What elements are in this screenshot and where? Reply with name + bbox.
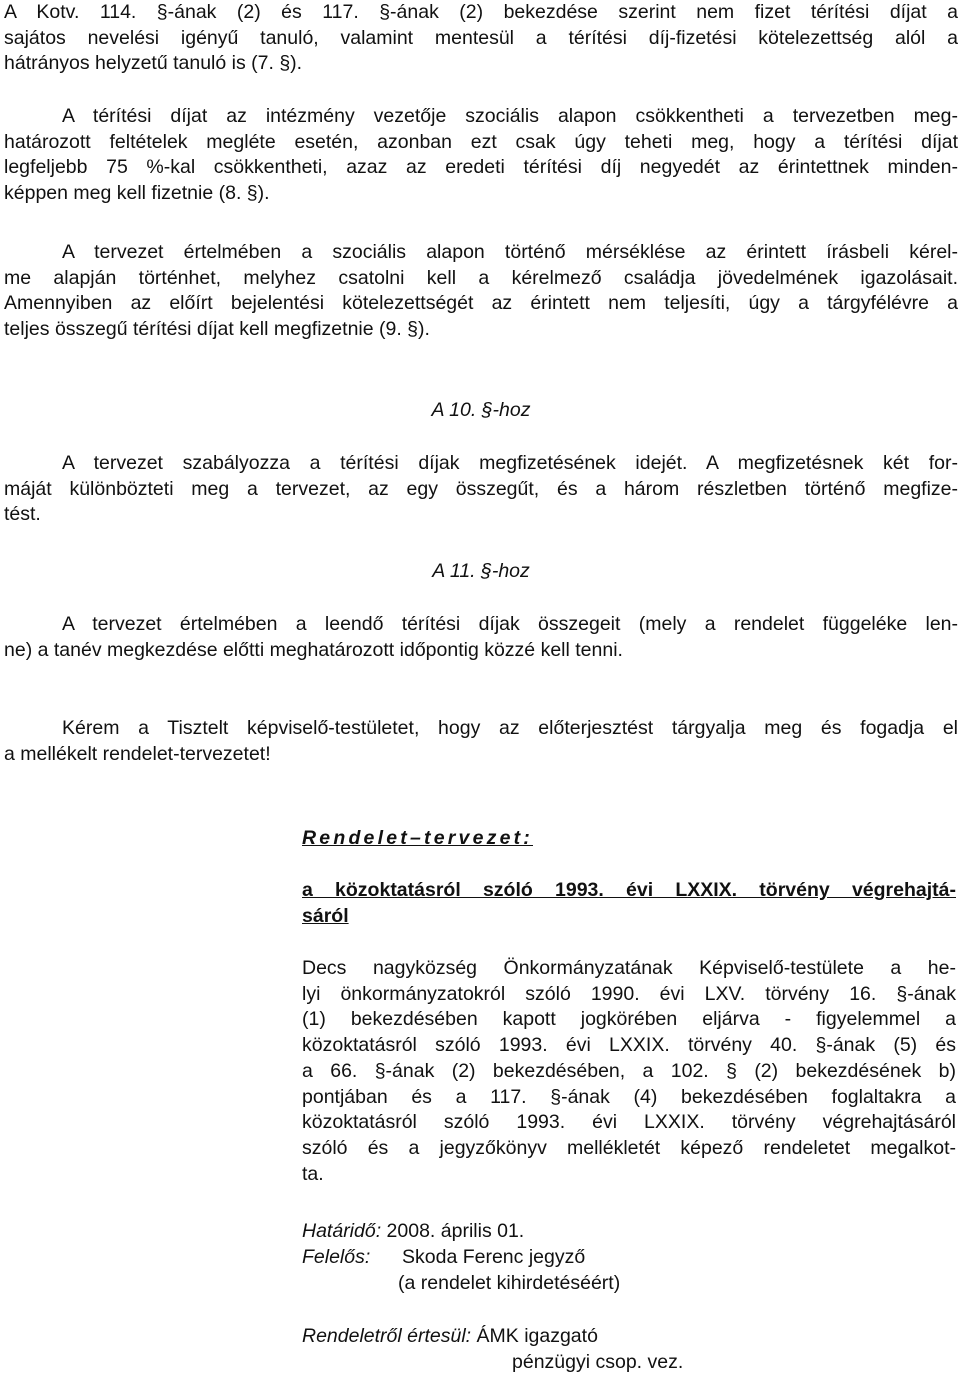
- text-line: hátrányos helyzetű tanuló is (7. §).: [4, 52, 303, 75]
- text-line: közoktatásról szóló 1993. évi LXXIX. törvény végrehajtásáról: [302, 1111, 956, 1134]
- text-line: máját különbözteti meg a tervezet, az egy összegűt, és a három részletben történő megfize-: [4, 477, 958, 500]
- paragraph-publication: [4, 612, 958, 663]
- text-line: szóló és a jegyzőkönyv mellékletét képező rendeletet megalkot-: [302, 1136, 956, 1159]
- text-line: sáról: [302, 904, 349, 927]
- section-heading-10: A 10. §-hoz: [431, 399, 531, 421]
- deadline-value: 2008. április 01.: [386, 1220, 525, 1242]
- notify-value-2: pénzügyi csop. vez.: [512, 1351, 684, 1373]
- responsible-label: Felelős:: [302, 1246, 371, 1268]
- text-line: Amennyiben az előírt bejelentési kötelezettségét az érintett nem teljesíti, úgy a tárgyfélévre a: [4, 292, 958, 315]
- notify-label: Rendeletről értesül:: [302, 1325, 472, 1347]
- text-line: lyi önkormányzatokról szóló 1990. évi LXV. törvény 16. §-ának: [302, 982, 956, 1005]
- text-line: a közoktatásról szóló 1993. évi LXXIX. törvény végrehajtá-: [302, 879, 956, 901]
- decree-resolution: [302, 956, 956, 1187]
- text-line: közoktatásról szóló 1993. évi LXXIX. törvény 40. §-ának (5) és: [302, 1034, 956, 1057]
- text-line: A tervezet értelmében a leendő térítési díjak összegeit (mely a rendelet függeléke len-: [62, 613, 958, 635]
- notify-value: ÁMK igazgató: [476, 1325, 598, 1347]
- decree-subtitle: [302, 878, 956, 929]
- deadline-label: Határidő:: [302, 1220, 382, 1242]
- text-line: ta.: [302, 1162, 324, 1185]
- text-line: teljes összegű térítési díjat kell megfizetnie (9. §).: [4, 318, 430, 341]
- text-line: legfeljebb 75 %-kal csökkentheti, azaz az eredeti térítési díj negyedét az érintettnek minden-: [4, 156, 958, 179]
- text-line: sajátos nevelési igényű tanuló, valamint mentesül a térítési díj-fizetési kötelezettség alól a: [4, 26, 958, 49]
- text-line: határozott feltételek megléte esetén, azonban ezt csak úgy teheti meg, hogy a térítési díjat: [4, 130, 958, 153]
- text-line: A Kotv. 114. §-ának (2) és 117. §-ának (2) bekezdése szerint nem fizet térítési díjat a: [4, 1, 958, 23]
- text-line: me alapján történhet, melyhez csatolni kell a kérelmező családja jövedelmének igazolásait.: [4, 266, 958, 289]
- text-line: ne) a tanév megkezdése előtti meghatározott időpontig közzé kell tenni.: [4, 638, 623, 661]
- decree-title-text: Rendelet–tervezet:: [302, 827, 533, 849]
- text-line: a mellékelt rendelet-tervezetet!: [4, 742, 271, 765]
- deadline-line: [302, 1219, 956, 1245]
- responsible-line: [302, 1245, 956, 1271]
- responsible-note: (a rendelet kihirdetéséért): [398, 1272, 621, 1294]
- paragraph-request-adoption: [4, 716, 958, 767]
- text-line: tést.: [4, 503, 41, 526]
- paragraph-request: [4, 240, 958, 343]
- decree-title: [302, 826, 956, 852]
- text-line: Kérem a Tisztelt képviselő-testületet, hogy az előterjesztést tárgyalja meg és fogadja el: [62, 717, 958, 739]
- text-line: pontjában és a 117. §-ának (4) bekezdésében foglaltakra a: [302, 1085, 956, 1108]
- text-line: A tervezet értelmében a szociális alapon történő mérséklése az érintett írásbeli kérel-: [62, 241, 958, 263]
- text-line: a 66. §-ának (2) bekezdésében, a 102. § (2) bekezdésének b): [302, 1059, 956, 1082]
- responsible-value: Skoda Ferenc jegyző: [402, 1246, 586, 1268]
- text-line: Decs nagyközség Önkormányzatának Képviselő-testülete a he-: [302, 957, 956, 979]
- text-line: (1) bekezdésében kapott jogkörében eljárva - figyelemmel a: [302, 1008, 956, 1031]
- section-heading-11: A 11. §-hoz: [432, 560, 530, 582]
- notify-line: [302, 1324, 956, 1350]
- paragraph-payment-time: [4, 451, 958, 528]
- text-line: A tervezet szabályozza a térítési díjak megfizetésének idejét. A megfizetésnek két for-: [62, 452, 958, 474]
- text-line: A térítési díjat az intézmény vezetője szociális alapon csökkentheti a tervezetben meg-: [62, 105, 958, 127]
- paragraph-exemptions: [4, 0, 958, 77]
- text-line: képpen meg kell fizetnie (8. §).: [4, 182, 270, 205]
- paragraph-reduction: [4, 104, 958, 207]
